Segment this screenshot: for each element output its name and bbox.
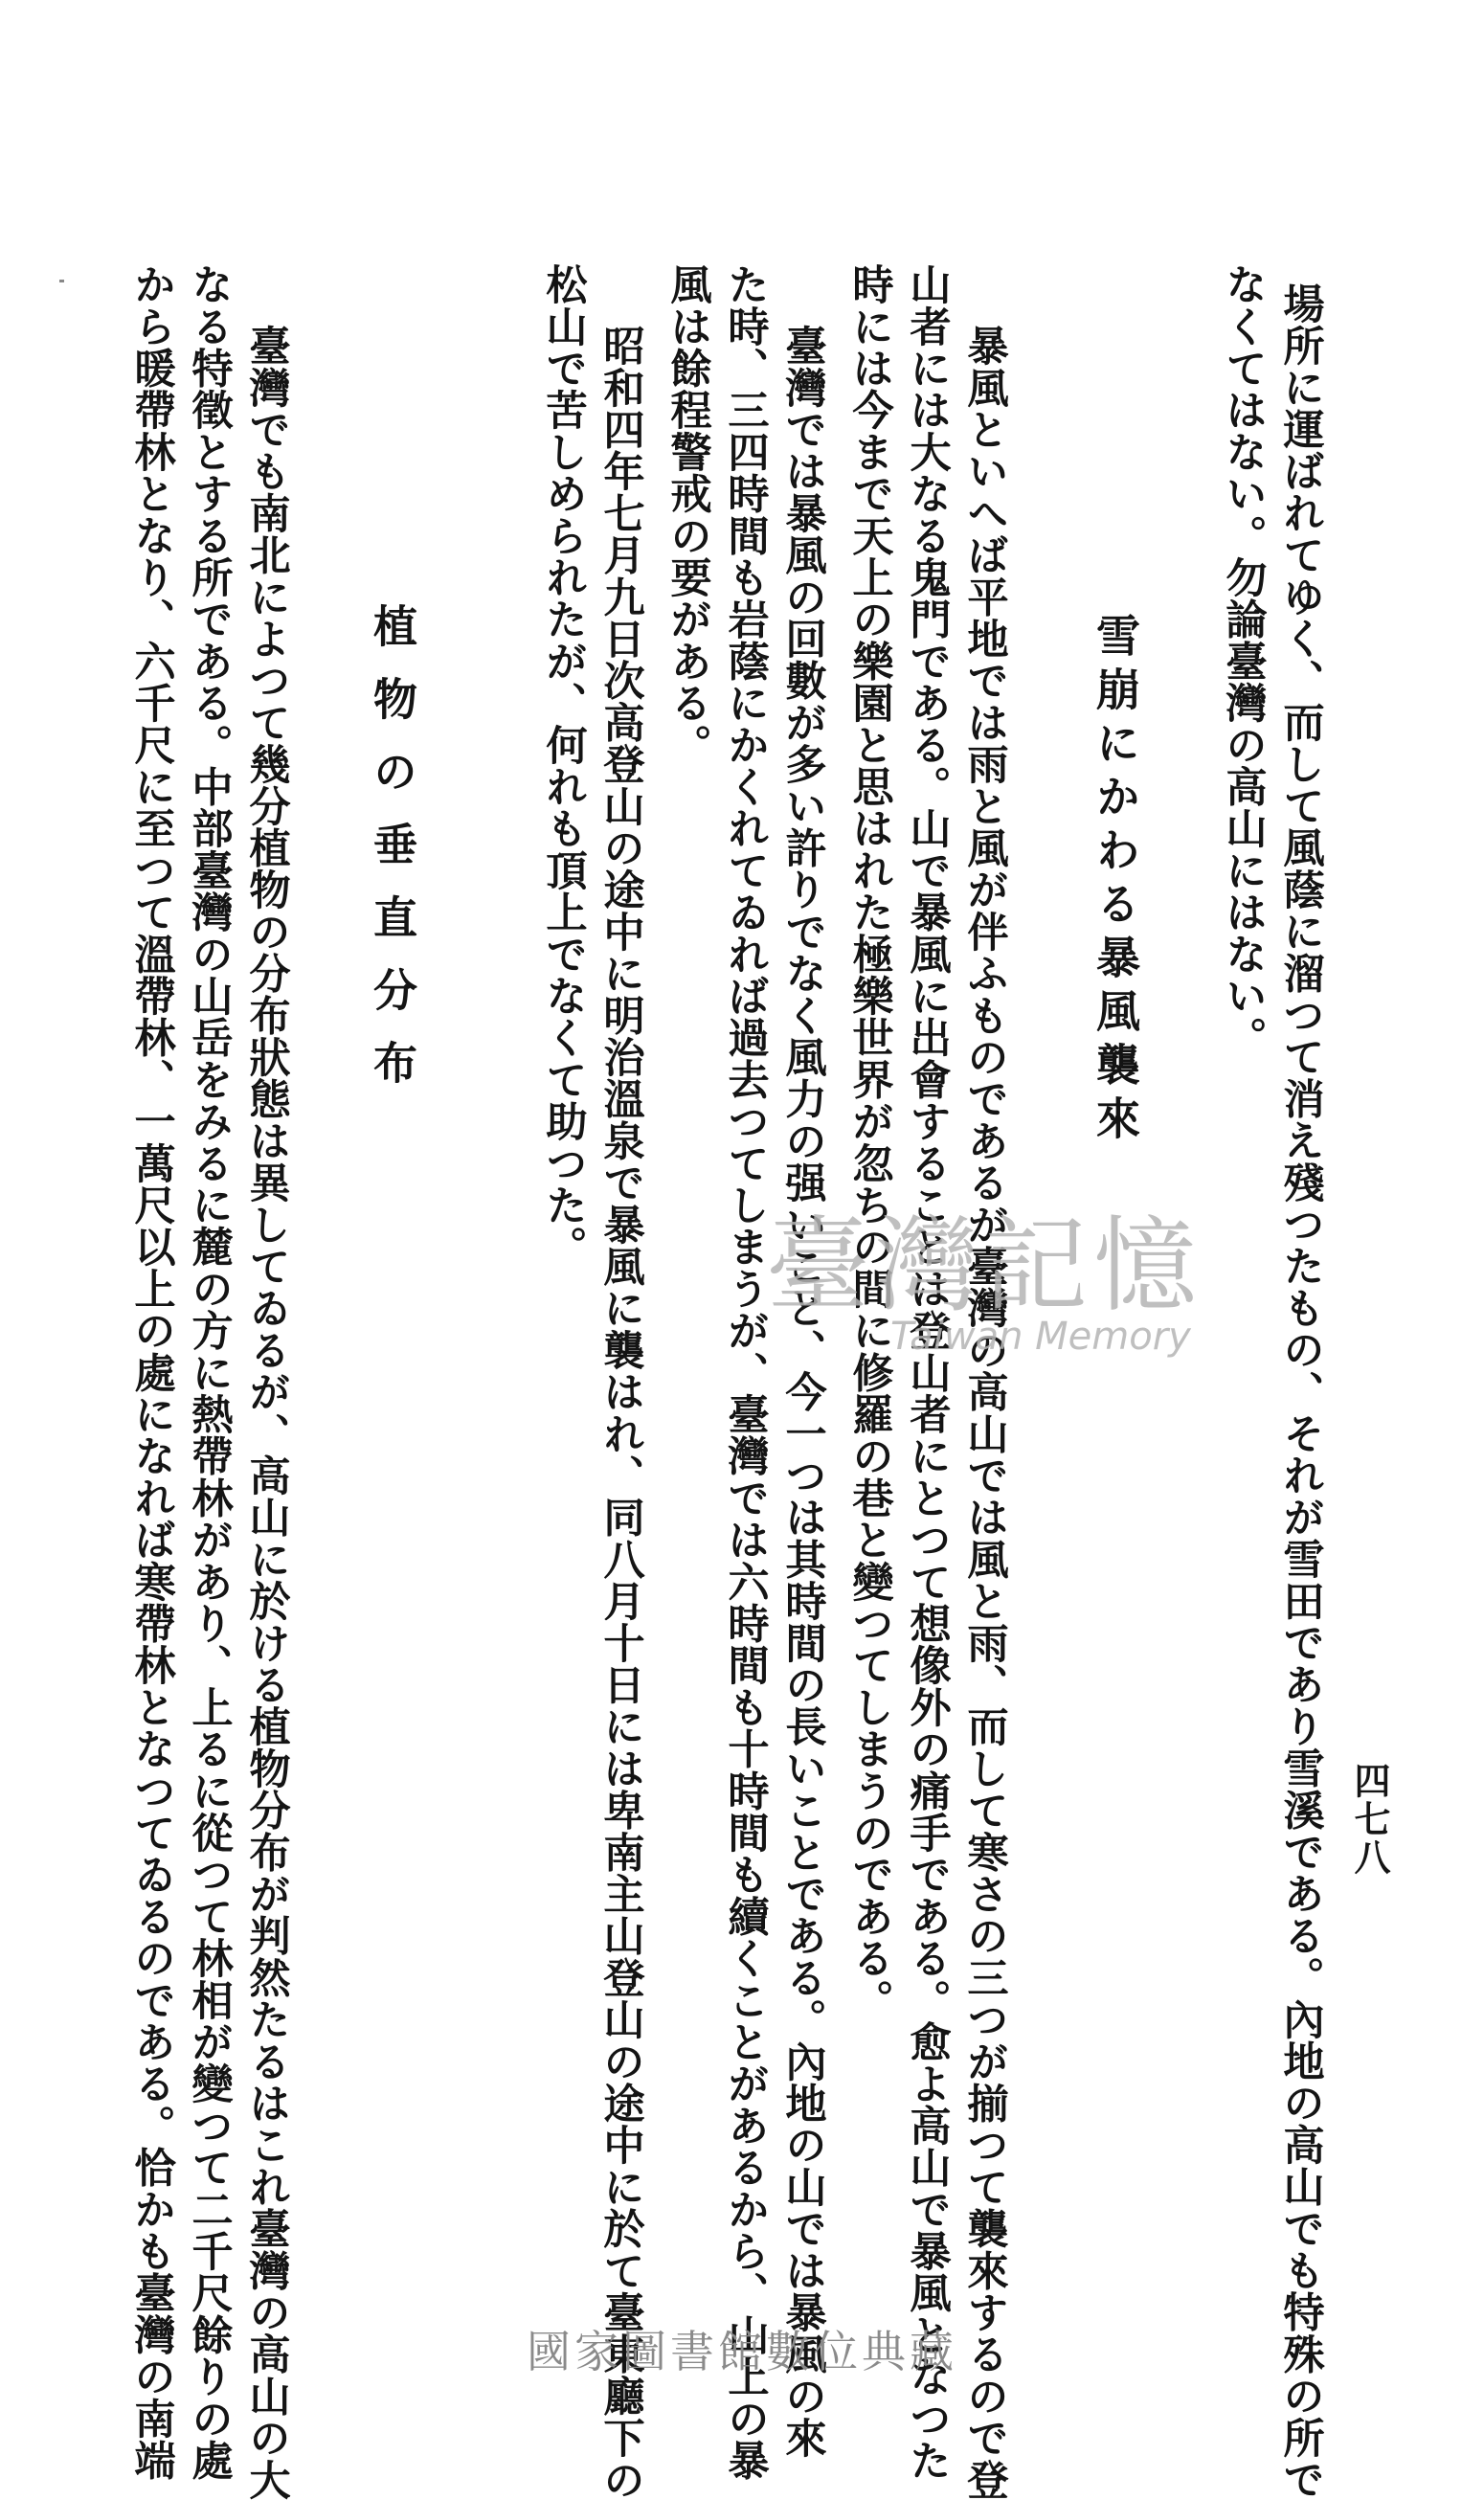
text-column: た時、三四時間も岩蔭にかくれてゐれば過去つてしまうが、臺灣では六時間も十時間も續くことがあるから、山上の暴 bbox=[721, 263, 770, 2482]
watermark-logo bbox=[766, 1182, 1264, 1374]
text-column: から暖帶林となり、六千尺に至つて溫帶林、一萬尺以上の處になれば寒帶林となつてゐるのである。恰かも臺灣の南端 bbox=[127, 263, 176, 2482]
text-column: 時には今まで天上の樂園と思はれた極樂世界が忽ちの間に修羅の巷と變つてしまうのである。 bbox=[845, 263, 894, 2021]
text-column: なくてはない。勿論臺灣の高山にはない。 bbox=[1219, 263, 1268, 1059]
section-heading-storm: 雪崩にかわる暴風襲來 bbox=[1090, 613, 1141, 1149]
text-column: 風は餘程警戒の要がある。 bbox=[663, 263, 712, 766]
text-column: 臺灣では暴風の回數が多い許りでなく風力の强いこと、今一つは其時間の長いことである。內地の山では暴風の來 bbox=[778, 325, 827, 2459]
page-number: 四七八 bbox=[1348, 1762, 1391, 1877]
watermark-title: 臺灣記憶 bbox=[766, 1206, 1203, 1326]
text-column: 松山で苦しめられたが、何れも頂上でなくて助つた。 bbox=[539, 263, 588, 1268]
text-column: なる特徵とする所である。中部臺灣の山岳をみるに麓の方に熱帶林があり、上るに從つて林相が變つて二千尺餘りの處 bbox=[185, 263, 234, 2482]
library-footer: 國家圖書館數位典藏 bbox=[527, 2326, 957, 2377]
text-column: 昭和四年七月九日次高登山の途中に明治溫泉で暴風に襲はれ、同八月十日には卑南主山登山の途中に於て臺東廳下の bbox=[596, 325, 645, 2500]
text-column: 暴風といへば平地では雨と風が伴ふものであるが臺灣の高山では風と雨、而して寒さの三つが揃つて襲來するので登 bbox=[960, 325, 1009, 2500]
scan-speck bbox=[59, 280, 64, 282]
watermark-subtitle: Taiwan Memory bbox=[890, 1315, 1191, 1359]
section-heading-vegetation: 植物の垂直分布 bbox=[367, 603, 418, 1113]
text-column: 山者には大なる鬼門である。山で暴風に出會することは登山者にとつて想像外の痛手である。愈よ高山で暴風となつた bbox=[903, 263, 952, 2482]
text-column: 場所に運ばれてゆく、而して風蔭に溜つて消え殘つたもの、それが雪田であり雪溪である。內地の高山でも特殊の所で bbox=[1276, 282, 1325, 2500]
text-column: 臺灣でも南北によつて幾分植物の分布狀態は異してゐるが、高山に於ける植物分布が判然たるはこれ臺灣の高山の大 bbox=[242, 325, 291, 2500]
